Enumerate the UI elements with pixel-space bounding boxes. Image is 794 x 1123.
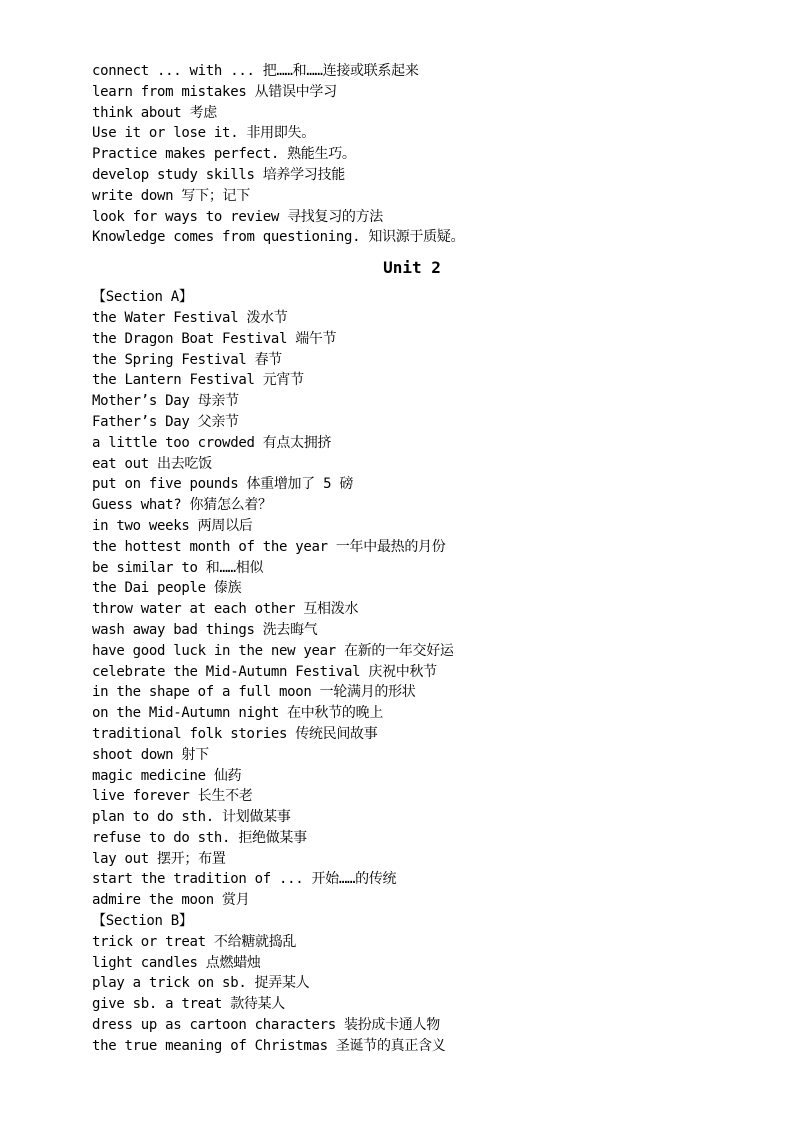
phrase-line: learn from mistakes 从错误中学习 <box>92 83 337 100</box>
phrase-line: the Water Festival 泼水节 <box>92 309 288 326</box>
phrase-line: write down 写下；记下 <box>92 187 250 204</box>
phrase-line: be similar to 和……相似 <box>92 559 264 576</box>
phrase-line: in two weeks 两周以后 <box>92 517 253 534</box>
section-b-label: 【Section B】 <box>92 913 193 930</box>
phrase-line: throw water at each other 互相泼水 <box>92 601 359 618</box>
phrase-line: Practice makes perfect. 熟能生巧。 <box>92 146 356 163</box>
phrase-line: the Dai people 傣族 <box>92 580 242 597</box>
phrase-line: live forever 长生不老 <box>92 788 253 805</box>
phrase-line: play a trick on sb. 捉弄某人 <box>92 975 310 992</box>
phrase-line: connect ... with ... 把……和……连接或联系起来 <box>92 63 419 79</box>
phrase-line: Mother’s Day 母亲节 <box>92 393 239 410</box>
phrase-line: the Dragon Boat Festival 端午节 <box>92 330 337 347</box>
unit-title: Unit 2 <box>383 258 441 278</box>
phrase-line: the true meaning of Christmas 圣诞节的真正含义 <box>92 1037 446 1054</box>
phrase-line: give sb. a treat 款待某人 <box>92 996 285 1013</box>
phrase-line: the Lantern Festival 元宵节 <box>92 372 304 389</box>
phrase-line: shoot down 射下 <box>92 746 209 763</box>
phrase-line: have good luck in the new year 在新的一年交好运 <box>92 642 454 659</box>
phrase-line: on the Mid-Autumn night 在中秋节的晚上 <box>92 705 383 722</box>
phrase-line: traditional folk stories 传统民间故事 <box>92 725 378 742</box>
phrase-line: look for ways to review 寻找复习的方法 <box>92 208 383 225</box>
phrase-line: plan to do sth. 计划做某事 <box>92 809 291 826</box>
phrase-line: dress up as cartoon characters 装扮成卡通人物 <box>92 1017 440 1034</box>
section-b <box>92 911 732 1057</box>
intro-phrase-list <box>92 61 732 248</box>
phrase-line: trick or treat 不给糖就捣乱 <box>92 933 297 950</box>
phrase-line: Knowledge comes from questioning. 知识源于质疑。 <box>92 229 465 246</box>
phrase-line: refuse to do sth. 拒绝做某事 <box>92 829 307 846</box>
phrase-line: the hottest month of the year 一年中最热的月份 <box>92 538 446 555</box>
phrase-line: put on five pounds 体重增加了 5 磅 <box>92 476 354 493</box>
phrase-line: start the tradition of ... 开始……的传统 <box>92 871 397 888</box>
section-a-label: 【Section A】 <box>92 289 193 306</box>
phrase-line: admire the moon 赏月 <box>92 892 250 909</box>
phrase-line: Use it or lose it. 非用即失。 <box>92 125 315 142</box>
phrase-line: celebrate the Mid-Autumn Festival 庆祝中秋节 <box>92 663 437 680</box>
phrase-line: the Spring Festival 春节 <box>92 351 282 368</box>
phrase-line: in the shape of a full moon 一轮满月的形状 <box>92 684 416 701</box>
phrase-line: eat out 出去吃饭 <box>92 455 212 472</box>
phrase-line: think about 考虑 <box>92 104 217 121</box>
phrase-line: magic medicine 仙药 <box>92 767 242 784</box>
phrase-line: develop study skills 培养学习技能 <box>92 166 345 183</box>
vocabulary-list <box>92 61 732 1057</box>
phrase-line: Father’s Day 父亲节 <box>92 413 239 430</box>
phrase-line: Guess what? 你猜怎么着？ <box>92 497 272 514</box>
phrase-line: a little too crowded 有点太拥挤 <box>92 434 332 451</box>
phrase-line: lay out 摆开；布置 <box>92 850 226 867</box>
section-a <box>92 287 732 911</box>
phrase-line: wash away bad things 洗去晦气 <box>92 621 318 638</box>
phrase-line: light candles 点燃蜡烛 <box>92 954 261 971</box>
